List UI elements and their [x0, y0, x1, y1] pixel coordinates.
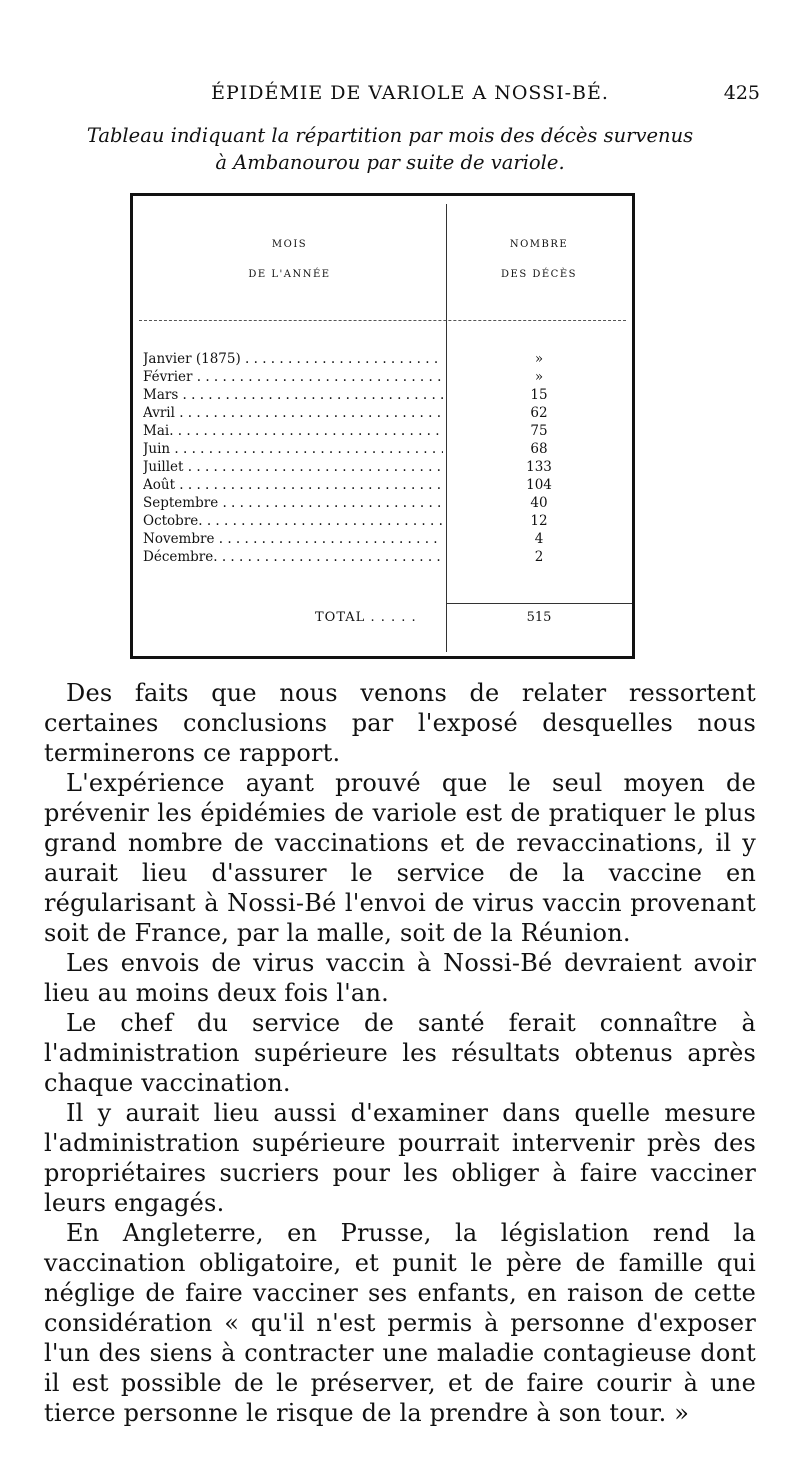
table-row — [143, 405, 631, 423]
header-month-line-1: MOIS — [271, 239, 308, 250]
month-cell: Septembre . . . — [143, 495, 443, 511]
header-deaths — [446, 230, 632, 290]
table-row — [143, 369, 631, 387]
month-cell: Novembre . . . — [143, 531, 443, 547]
month-cell: Juillet . . . — [143, 459, 443, 475]
table-row — [143, 387, 631, 405]
total-value: 515 — [526, 610, 552, 625]
table-row — [143, 549, 631, 567]
paragraph: Des faits que nous venons de relater ressortent certaines conclusions par l'exposé desquelles nous terminerons ce rapport. — [44, 679, 756, 767]
caption-line-1: Tableau indiquant la répartition par mois des décès survenus — [86, 124, 694, 147]
paragraph: L'expérience ayant prouvé que le seul moyen de prévenir les épidémies de variole est de pratiquer le plus grand nombre de vaccinations et de revaccinations, il y aurait lieu d'assurer le service de la vaccine en régularisant à Nossi-Bé l'envoi de virus vaccin provenant soit de France, par la malle, soit de la Réunion. — [44, 769, 756, 947]
month-cell: Décembre. . . . — [143, 549, 443, 565]
body-text — [44, 678, 756, 1428]
month-cell: Avril . . . — [143, 405, 443, 421]
month-cell: Octobre. . . . — [143, 513, 443, 529]
total-rule — [446, 603, 632, 604]
month-cell: Janvier (1875) . . . — [143, 351, 443, 367]
paragraph: Il y aurait lieu aussi d'examiner dans quelle mesure l'administration supérieure pourrait intervenir près des propriétaires sucriers pour les obliger à faire vacciner leurs engagés. — [44, 1099, 756, 1217]
table-row — [143, 423, 631, 441]
table-row — [143, 459, 631, 477]
running-head-title: ÉPIDÉMIE DE VARIOLE A NOSSI-BÉ. — [211, 82, 609, 104]
running-head — [60, 82, 760, 108]
month-cell: Février . . . — [143, 369, 443, 385]
count-cell: 2 — [534, 549, 544, 565]
count-cell: » — [534, 351, 544, 367]
paragraph: Le chef du service de santé ferait connaître à l'administration supérieure les résultats obtenus après chaque vaccination. — [44, 1009, 756, 1097]
month-cell: Août . . . — [143, 477, 443, 493]
header-month-line-2: DE L'ANNÉE — [248, 269, 331, 280]
header-deaths-line-2: DES DÉCÈS — [501, 269, 577, 280]
table-row — [143, 531, 631, 549]
table-caption — [60, 122, 720, 176]
total-label: TOTAL . . . — [315, 610, 417, 625]
header-rule — [139, 320, 626, 321]
table-row — [143, 351, 631, 369]
count-cell: 62 — [530, 405, 548, 421]
table-row — [143, 513, 631, 531]
header-month — [133, 230, 446, 290]
count-cell: » — [534, 369, 544, 385]
paragraph: En Angleterre, en Prusse, la législation rend la vaccination obligatoire, et punit le père de famille qui néglige de faire vacciner ses enfants, en raison de cette considération « qu'il n'est permis à personne d'exposer l'un des siens à contracter une maladie contagieuse dont il est possible de le préserver, et de faire courir à une tierce personne le risque de la prendre à son tour. » — [44, 1219, 756, 1427]
paragraph: Les envois de virus vaccin à Nossi-Bé devraient avoir lieu au moins deux fois l'an. — [44, 949, 756, 1007]
header-deaths-line-1: NOMBRE — [509, 239, 569, 250]
month-cell: Mars . . . — [143, 387, 443, 403]
count-cell: 40 — [530, 495, 548, 511]
count-cell: 104 — [526, 477, 552, 493]
table-row — [143, 441, 631, 459]
count-cell: 15 — [530, 387, 548, 403]
count-cell: 4 — [534, 531, 544, 547]
caption-line-2: à Ambanourou par suite de variole. — [215, 151, 565, 174]
page-number: 425 — [723, 82, 760, 104]
count-cell: 133 — [526, 459, 552, 475]
table-rows — [143, 351, 631, 567]
count-cell: 75 — [530, 423, 548, 439]
count-cell: 12 — [530, 513, 548, 529]
deaths-table — [130, 193, 635, 659]
table-row — [143, 477, 631, 495]
month-cell: Juin . . . — [143, 441, 443, 457]
total-row — [133, 610, 632, 630]
month-cell: Mai. . . . — [143, 423, 443, 439]
table-row — [143, 495, 631, 513]
count-cell: 68 — [530, 441, 548, 457]
